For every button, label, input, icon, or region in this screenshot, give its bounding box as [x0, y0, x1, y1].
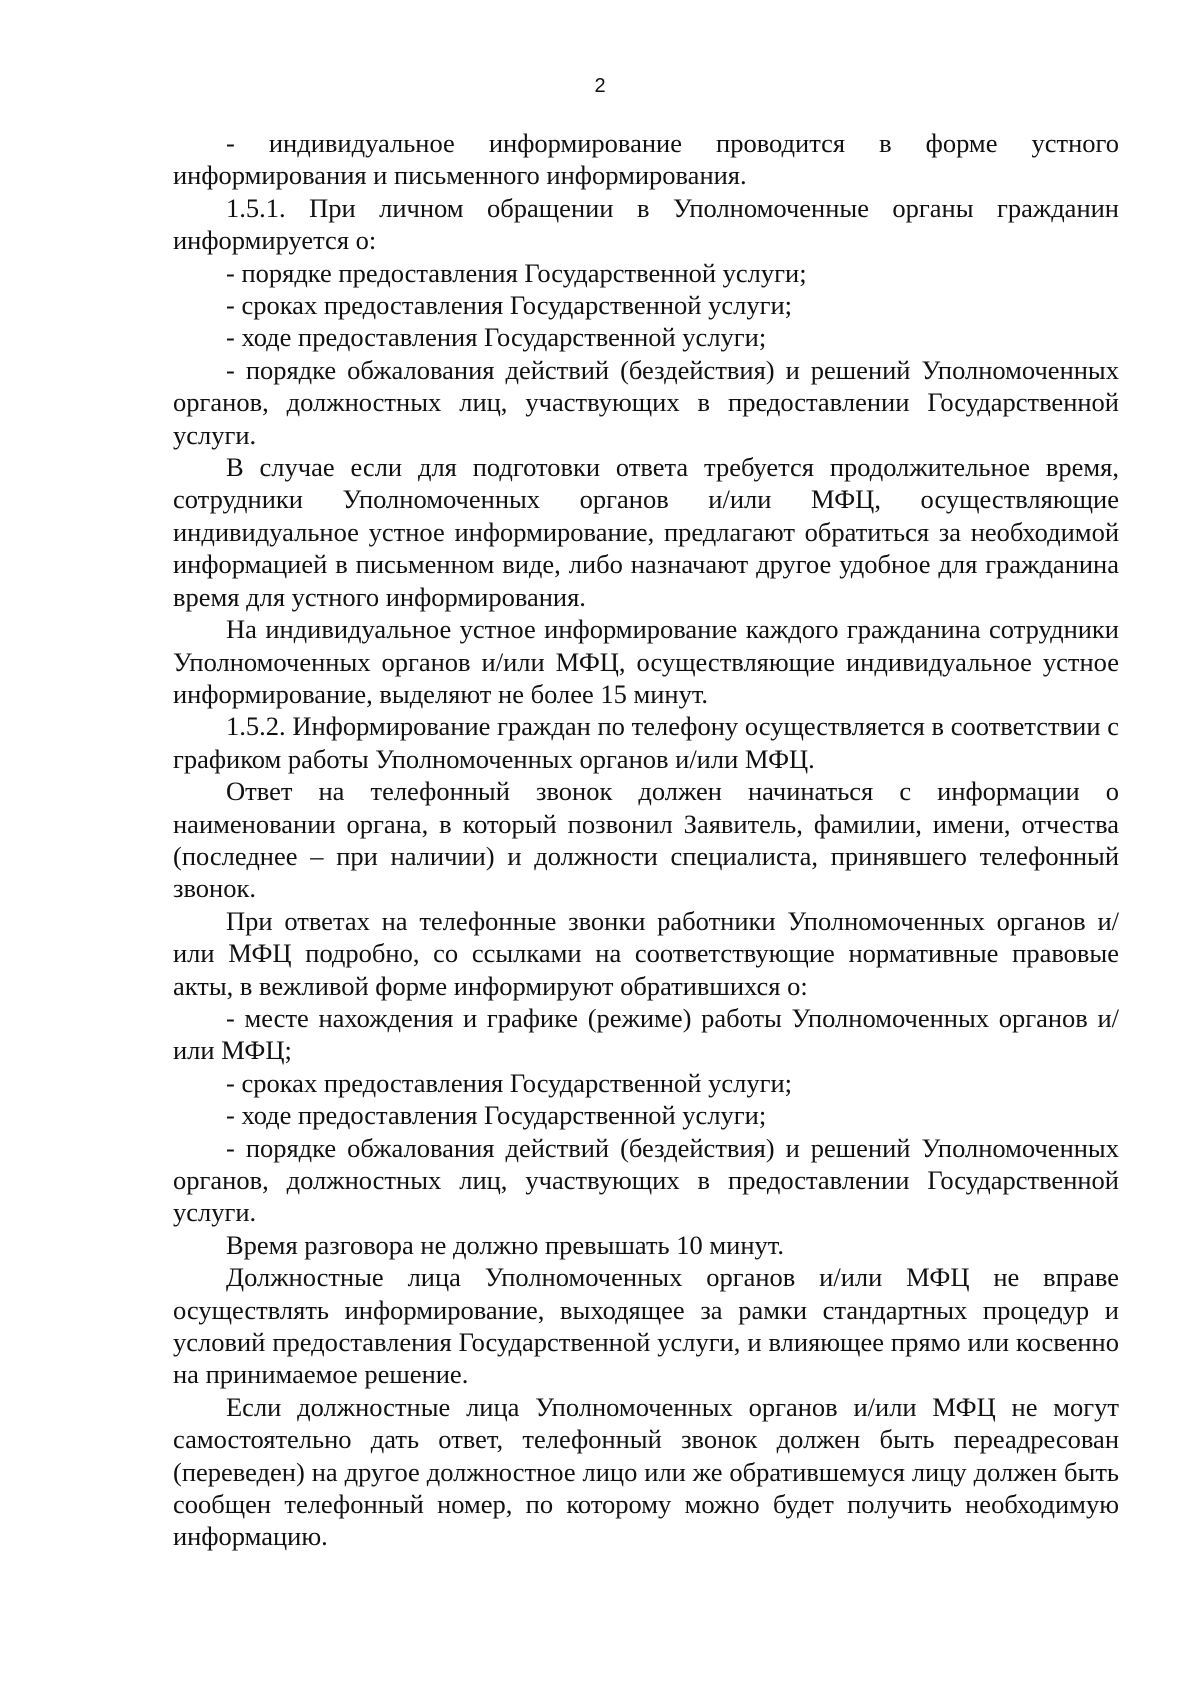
paragraph-long-preparation: В случае если для подготовки ответа требуется продолжительное время, сотрудники Уполномоченных органов и/или МФЦ, осуществляющие индивидуальное устное информирование, предлагают обратиться за необходимой информацией в письменном виде, либо назначают другое удобное для гражданина время для устного информирования.: [173, 452, 1119, 612]
paragraph-call-answer: Ответ на телефонный звонок должен начинаться с информации о наименовании органа, в который позвонил Заявитель, фамилии, имени, отчества (последнее – при наличии) и должности специалиста, принявшего телефонный звонок.: [173, 776, 1119, 904]
list-item-progress: - ходе предоставления Государственной услуги;: [226, 322, 767, 353]
list-item-procedure: - порядке предоставления Государственной услуги;: [226, 257, 807, 288]
paragraph-time-limit: На индивидуальное устное информирование каждого гражданина сотрудники Уполномоченных органов и/или МФЦ, осуществляющие индивидуальное устное информирование, выделяют не более 15 минут.: [173, 614, 1119, 709]
paragraph-call-details: При ответах на телефонные звонки работники Уполномоченных органов и/или МФЦ подробно, со ссылками на соответствующие нормативные правовые акты, в вежливой форме информируют обратившихся о:: [173, 905, 1119, 1001]
page-number: 2: [594, 75, 606, 97]
list-item-terms-phone: - сроках предоставления Государственной услуги;: [226, 1067, 792, 1098]
list-item-appeal-phone: - порядке обжалования действий (бездействия) и решений Уполномоченных органов, должностных лиц, участвующих в предоставлении Государственной услуги.: [173, 1132, 1119, 1228]
paragraph-call-duration: Время разговора не должно превышать 10 минут.: [226, 1229, 784, 1260]
list-item-progress-phone: - ходе предоставления Государственной услуги;: [226, 1100, 767, 1131]
document-body: [173, 127, 1119, 1553]
list-item-terms: - сроках предоставления Государственной услуги;: [226, 290, 792, 321]
paragraph-redirect: Если должностные лица Уполномоченных органов и/или МФЦ не могут самостоятельно дать ответ, телефонный звонок должен быть переадресован (переведен) на другое должностное лицо или же обратившемуся лицу должен быть сообщен телефонный номер, по которому можно будет получить необходимую информацию.: [173, 1391, 1119, 1552]
list-item-location-schedule: - месте нахождения и графике (режиме) работы Уполномоченных органов и/или МФЦ;: [173, 1002, 1119, 1066]
list-item-appeal: - порядке обжалования действий (бездействия) и решений Уполномоченных органов, должностных лиц, участвующих в предоставлении Государственной услуги.: [173, 354, 1119, 450]
paragraph-1-5-1: 1.5.1. При личном обращении в Уполномоченные органы гражданин информируется о:: [173, 192, 1119, 256]
paragraph-individual-informing: - индивидуальное информирование проводится в форме устного информирования и письменного информирования.: [173, 128, 1119, 191]
paragraph-restrictions: Должностные лица Уполномоченных органов и/или МФЦ не вправе осуществлять информирование, выходящее за рамки стандартных процедур и условий предоставления Государственной услуги, и влияющее прямо или косвенно на принимаемое решение.: [173, 1262, 1119, 1390]
paragraph-1-5-2: 1.5.2. Информирование граждан по телефону осуществляется в соответствии с графиком работы Уполномоченных органов и/или МФЦ.: [173, 711, 1119, 774]
